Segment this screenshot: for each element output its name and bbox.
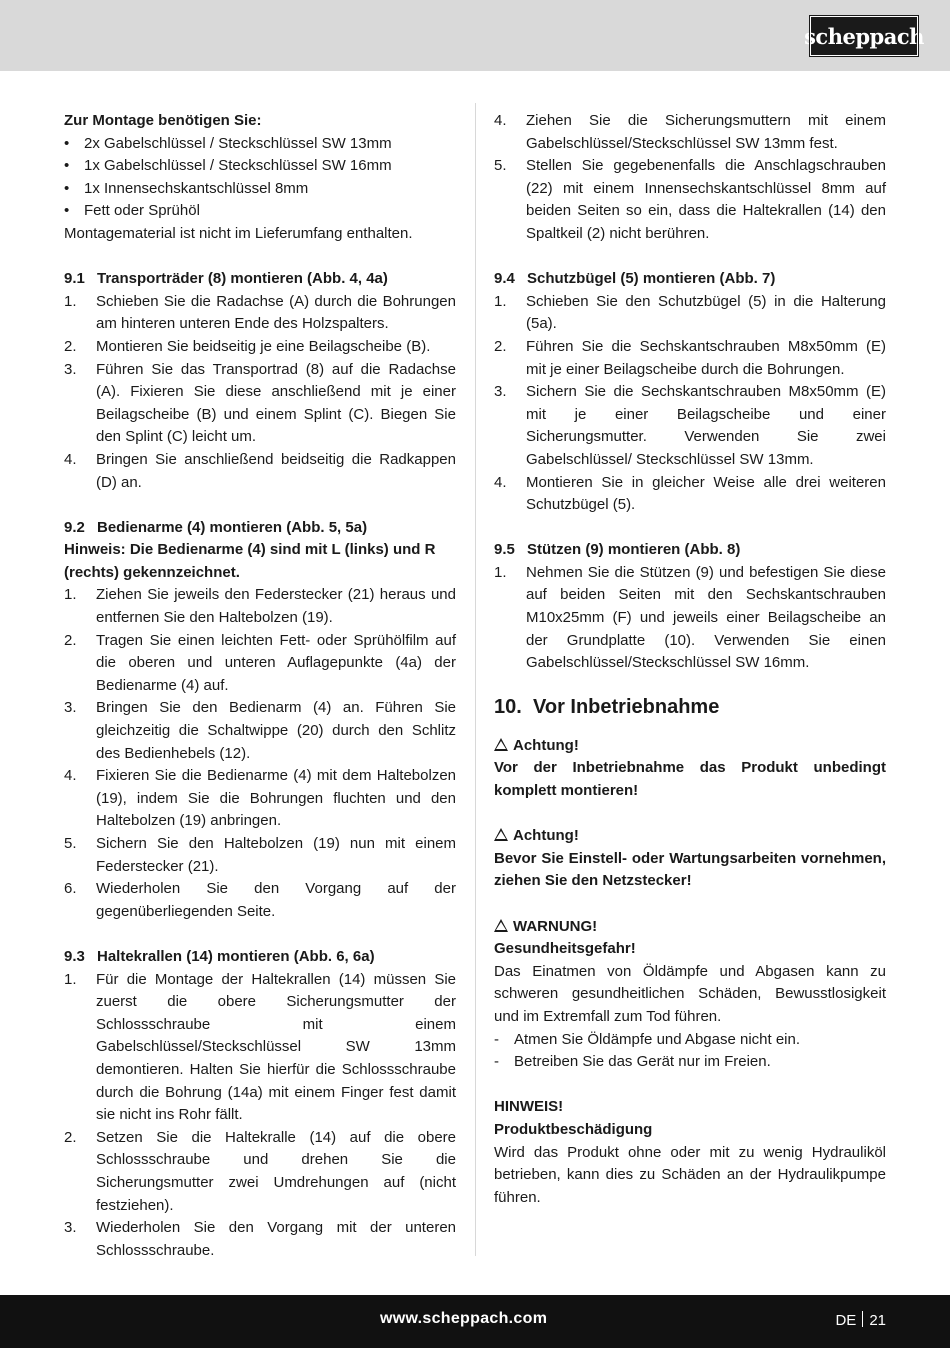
section-number: 9.2 xyxy=(64,518,85,536)
item-number: 4. xyxy=(64,450,77,468)
section-hint: Hinweis: Die Bedienarme (4) sind mit L (links) und R (rechts) gekennzeichnet. xyxy=(64,541,436,581)
list-item xyxy=(494,155,886,245)
item-text: Bringen Sie anschließend beidseitig die Radkappen (D) an. xyxy=(96,450,456,491)
column-divider xyxy=(475,103,476,1256)
item-number: 5. xyxy=(64,835,77,852)
list-item xyxy=(64,449,456,494)
language-code: DE xyxy=(835,1312,857,1329)
list-item xyxy=(64,336,456,359)
section-number: 9.3 xyxy=(64,947,85,965)
section-title: Bedienarme (4) montieren (Abb. 5, 5a) xyxy=(97,518,368,536)
chapter-number: 10. xyxy=(494,695,522,718)
section-title: Schutzbügel (5) montieren (Abb. 7) xyxy=(527,270,776,288)
header-bar xyxy=(0,0,950,71)
warning-label xyxy=(494,735,886,758)
list-item xyxy=(64,1127,456,1217)
item-text: Führen Sie das Transportrad (8) auf die Radachse (A). Fixieren Sie diese anschließend mit je einer Beilagscheibe (B) und einem Splint (C). Biegen Sie den Splint (C) leicht um. xyxy=(96,360,456,446)
item-text: Montieren Sie beidseitig je eine Beilagscheibe (B). xyxy=(96,337,431,355)
chapter-heading xyxy=(494,693,886,721)
warning-text: Vor der Inbetriebnahme das Produkt unbedingt komplett montieren! xyxy=(494,759,886,800)
dash-text: Atmen Sie Öldämpfe und Abgase nicht ein. xyxy=(514,1030,801,1048)
item-number: 1. xyxy=(64,292,77,310)
warning-triangle-icon xyxy=(494,738,508,751)
item-number: 1. xyxy=(64,970,77,988)
page-number: 21 xyxy=(869,1312,886,1329)
item-text: Ziehen Sie die Sicherungsmuttern mit einem Gabelschlüssel/Steckschlüssel SW 13mm fest. xyxy=(526,112,886,152)
list-item xyxy=(494,291,886,336)
notice-subtitle: Produktbeschädigung xyxy=(494,1120,653,1138)
item-number: 2. xyxy=(64,1128,77,1146)
item-number: 1. xyxy=(64,586,77,604)
tool-item: • 1x Gabelschlüssel / Steckschlüssel SW 16mm xyxy=(64,155,456,178)
section-heading-9-4 xyxy=(494,268,886,291)
footer-bar xyxy=(0,1295,950,1348)
item-number: 4. xyxy=(494,112,507,129)
warning-label-text: Achtung! xyxy=(513,827,579,845)
brand-logo: scheppach xyxy=(810,16,918,56)
left-column xyxy=(64,110,456,1262)
section-heading-9-1 xyxy=(64,268,456,291)
list-item xyxy=(64,291,456,336)
notice-label: HINWEIS! xyxy=(494,1098,564,1116)
item-text: Für die Montage der Haltekrallen (14) müssen Sie zuerst die obere Sicherungsmutter der Schlossschraube mit einem Gabelschlüssel/Steckschlüssel SW 13mm demontieren. Halten Sie hierfür die Schlossschraube durch die Bohrung (14a) mit einem Finger fest damit sie nicht ins Rohr fällt. xyxy=(96,970,456,1124)
tool-item: • 1x Innensechskantschlüssel 8mm xyxy=(64,178,456,201)
item-number: 3. xyxy=(64,1219,77,1237)
item-text: Schieben Sie die Radachse (A) durch die Bohrungen am hinteren unteren Ende des Holzspalters. xyxy=(96,292,456,333)
list-item xyxy=(64,630,456,698)
section-heading-9-2 xyxy=(64,517,456,540)
item-text: Sichern Sie den Haltebolzen (19) nun mit einem Federstecker (21). xyxy=(96,835,456,875)
item-text: Setzen Sie die Haltekralle (14) auf die obere Schlossschraube und drehen Sie die Sicherungsmutter zwei Umdrehungen auf (nicht festziehen). xyxy=(96,1128,456,1214)
list-item xyxy=(64,833,456,878)
item-number: 3. xyxy=(64,699,77,717)
chapter-title: Vor Inbetriebnahme xyxy=(533,695,720,718)
right-column xyxy=(494,110,886,1209)
item-number: 2. xyxy=(64,631,77,649)
section-number: 9.1 xyxy=(64,270,85,288)
item-number: 4. xyxy=(494,473,507,491)
item-text: Bringen Sie den Bedienarm (4) an. Führen Sie gleichzeitig die Schaltwippe (20) durch den Schlitz des Bedienhebels (12). xyxy=(96,699,456,762)
warning-text: Das Einatmen von Öldämpfe und Abgasen kann zu schweren gesundheitlichen Schäden, Bewusstlosigkeit und im Extremfall zum Tod führen. xyxy=(494,962,886,1025)
section-number: 9.5 xyxy=(494,541,515,559)
dash-text: Betreiben Sie das Gerät nur im Freien. xyxy=(514,1053,771,1071)
footer-website-link[interactable]: www.scheppach.com xyxy=(380,1310,548,1327)
item-text: Wiederholen Sie den Vorgang auf der gegenüberliegenden Seite. xyxy=(96,880,456,920)
list-item xyxy=(64,584,456,629)
warning-label-text: WARNUNG! xyxy=(513,917,598,935)
intro-title: Zur Montage benötigen Sie: xyxy=(64,112,262,129)
tool-item: • Fett oder Sprühöl xyxy=(64,200,456,223)
list-item xyxy=(494,336,886,381)
intro-note: Montagematerial ist nicht im Lieferumfang enthalten. xyxy=(64,224,413,242)
item-text: Wiederholen Sie den Vorgang mit der unteren Schlossschraube. xyxy=(96,1219,456,1259)
item-text: Nehmen Sie die Stützen (9) und befestigen Sie diese auf beiden Seiten mit den Sechskantschrauben M10x25mm (F) und jeweils einer Beilagscheibe an der Grundplatte (10). Verwenden Sie einen Gabelschlüssel/Steckschlüssel SW 16mm. xyxy=(526,563,886,672)
item-text: Ziehen Sie jeweils den Federstecker (21) heraus und entfernen Sie den Haltebolzen (19). xyxy=(96,586,456,627)
item-text: Sichern Sie die Sechskantschrauben M8x50mm (E) mit je einer Beilagscheibe und einer Sicherungsmutter. Verwenden Sie zwei Gabelschlüssel/ Steckschlüssel SW 13mm. xyxy=(526,383,886,468)
warning-dash-item: - Atmen Sie Öldämpfe und Abgase nicht ein. xyxy=(494,1030,801,1048)
section-heading-9-3 xyxy=(64,946,456,969)
item-number: 3. xyxy=(494,383,507,401)
list-item xyxy=(64,1217,456,1262)
list-item xyxy=(64,969,456,1127)
list-item xyxy=(494,110,886,155)
item-number: 5. xyxy=(494,157,507,175)
list-item xyxy=(64,878,456,923)
tool-item: • 2x Gabelschlüssel / Steckschlüssel SW 13mm xyxy=(64,133,456,156)
item-text: Tragen Sie einen leichten Fett- oder Sprühölfilm auf die oberen und unteren Auflagepunkte (4a) der Bedienarme (4) auf. xyxy=(96,631,456,694)
section-title: Transporträder (8) montieren (Abb. 4, 4a) xyxy=(97,270,388,288)
item-text: Stellen Sie gegebenenfalls die Anschlagschrauben (22) mit einem Innensechskantschlüssel 8mm auf beiden Seiten so ein, dass die Haltekrallen (14) den Spaltkeil (2) nicht berühren. xyxy=(526,157,886,242)
warning-subtitle: Gesundheitsgefahr! xyxy=(494,940,636,958)
section-title: Haltekrallen (14) montieren (Abb. 6, 6a) xyxy=(97,947,375,965)
warning-text: Bevor Sie Einstell- oder Wartungsarbeiten vornehmen, ziehen Sie den Netzstecker! xyxy=(494,849,886,890)
item-text: Fixieren Sie die Bedienarme (4) mit dem Haltebolzen (19), indem Sie die Bohrungen fluchten und den Haltebolzen (19) anbringen. xyxy=(96,767,456,830)
list-item xyxy=(494,562,886,675)
item-number: 1. xyxy=(494,292,507,310)
item-number: 2. xyxy=(494,337,507,355)
section-title: Stützen (9) montieren (Abb. 8) xyxy=(527,541,741,559)
list-item xyxy=(494,472,886,517)
warning-label-text: Achtung! xyxy=(513,736,579,754)
section-heading-9-5 xyxy=(494,539,886,562)
warning-label xyxy=(494,825,886,848)
page-indicator xyxy=(835,1311,886,1329)
warning-dash-item: - Betreiben Sie das Gerät nur im Freien. xyxy=(494,1053,771,1071)
warning-triangle-icon xyxy=(494,919,508,932)
item-number: 4. xyxy=(64,767,77,785)
item-text: Führen Sie die Sechskantschrauben M8x50mm (E) mit je einer Beilagscheibe durch die Bohrungen. xyxy=(526,337,886,378)
item-text: Schieben Sie den Schutzbügel (5) in die Halterung (5a). xyxy=(526,292,886,333)
warning-triangle-icon xyxy=(494,828,508,841)
item-number: 2. xyxy=(64,337,77,355)
item-text: Montieren Sie in gleicher Weise alle drei weiteren Schutzbügel (5). xyxy=(526,473,886,514)
item-number: 1. xyxy=(494,563,507,581)
item-number: 6. xyxy=(64,880,77,898)
warning-label xyxy=(494,916,886,939)
list-item xyxy=(64,359,456,449)
item-number: 3. xyxy=(64,360,77,378)
notice-text: Wird das Produkt ohne oder mit zu wenig Hydrauliköl betrieben, kann dies zu Schäden an der Hydraulikpumpe führen. xyxy=(494,1143,886,1206)
list-item xyxy=(64,697,456,765)
list-item xyxy=(494,381,886,471)
list-item xyxy=(64,765,456,833)
section-number: 9.4 xyxy=(494,270,515,288)
